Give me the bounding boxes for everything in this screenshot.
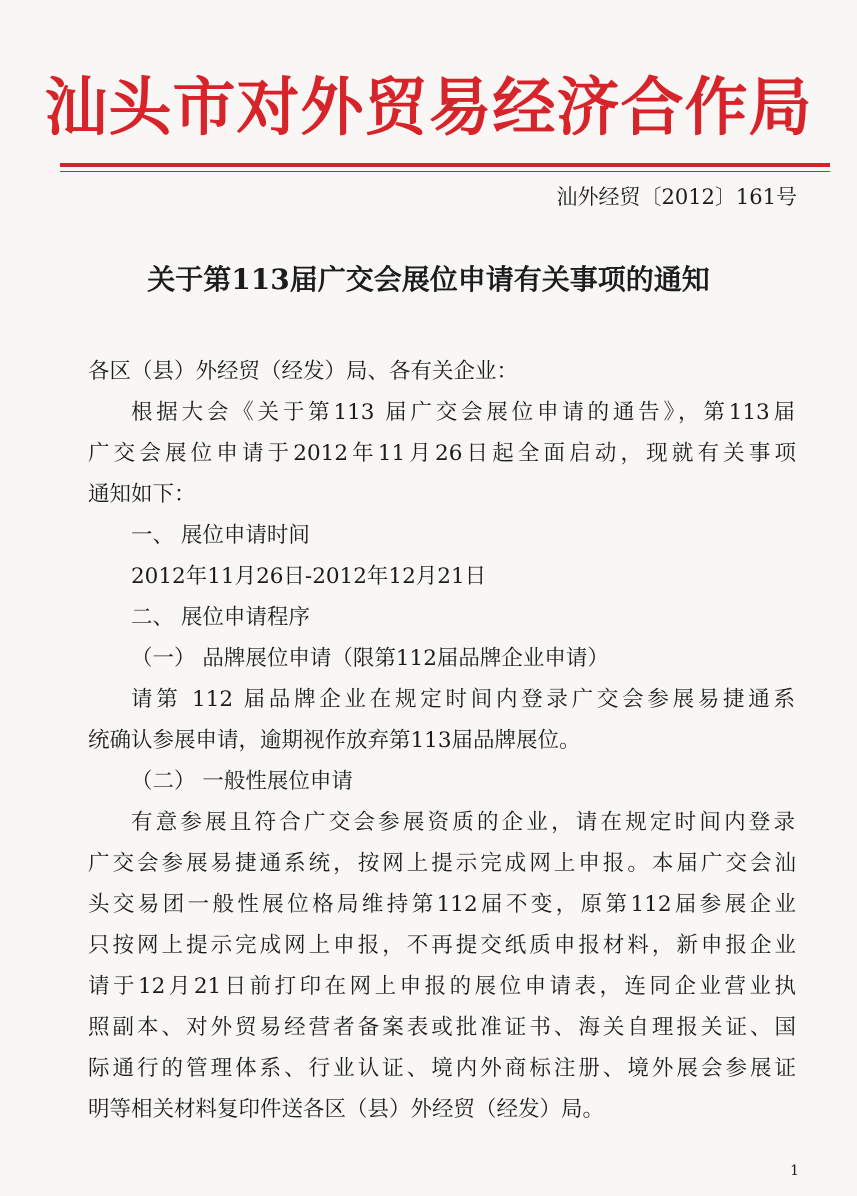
section-2-heading: 二、 展位申请程序 [131, 605, 310, 630]
letterhead-rule-thick [60, 163, 830, 167]
subsection-2-line-3: 头交易团一般性展位格局维持第112届不变，原第112届参展企业 [88, 892, 796, 917]
letterhead-rule-thin [60, 171, 830, 172]
subsection-2-line-5: 请于12月21日前打印在网上申报的展位申请表，连同企业营业执 [88, 974, 796, 999]
subsection-1-heading: （一） 品牌展位申请（限第112届品牌企业申请） [131, 646, 609, 671]
subsection-1-line-1: 请第 112 届品牌企业在规定时间内登录广交会参展易捷通系 [131, 687, 795, 712]
subsection-2-line-4: 只按网上提示完成网上申报，不再提交纸质申报材料，新申报企业 [88, 933, 796, 958]
intro-line-3: 通知如下： [88, 482, 196, 507]
section-1-heading: 一、 展位申请时间 [131, 523, 310, 548]
intro-line-2: 广交会展位申请于2012年11月26日起全面启动，现就有关事项 [88, 441, 796, 466]
page-number: 1 [790, 1163, 799, 1179]
intro-line-1: 根据大会《关于第113 届广交会展位申请的通告》，第113届 [131, 400, 795, 425]
section-1-text: 2012年11月26日-2012年12月21日 [131, 564, 487, 589]
letterhead-title: 汕头市对外贸易经济合作局 [44, 70, 813, 144]
salutation: 各区（县）外经贸（经发）局、各有关企业： [88, 359, 519, 384]
subsection-2-line-7: 际通行的管理体系、行业认证、境内外商标注册、境外展会参展证 [88, 1056, 796, 1081]
notice-title: 关于第113届广交会展位申请有关事项的通知 [147, 263, 710, 296]
subsection-2-line-8: 明等相关材料复印件送各区（县）外经贸（经发）局。 [88, 1097, 605, 1122]
subsection-1-line-2: 统确认参展申请，逾期视作放弃第113届品牌展位。 [88, 728, 581, 753]
subsection-2-line-1: 有意参展且符合广交会参展资质的企业，请在规定时间内登录 [131, 810, 795, 835]
subsection-2-line-2: 广交会参展易捷通系统，按网上提示完成网上申报。本届广交会汕 [88, 851, 796, 876]
subsection-2-heading: （二） 一般性展位申请 [131, 769, 353, 794]
subsection-2-line-6: 照副本、对外贸易经营者备案表或批准证书、海关自理报关证、国 [88, 1015, 796, 1040]
document-number: 汕外经贸〔2012〕161号 [556, 185, 797, 209]
